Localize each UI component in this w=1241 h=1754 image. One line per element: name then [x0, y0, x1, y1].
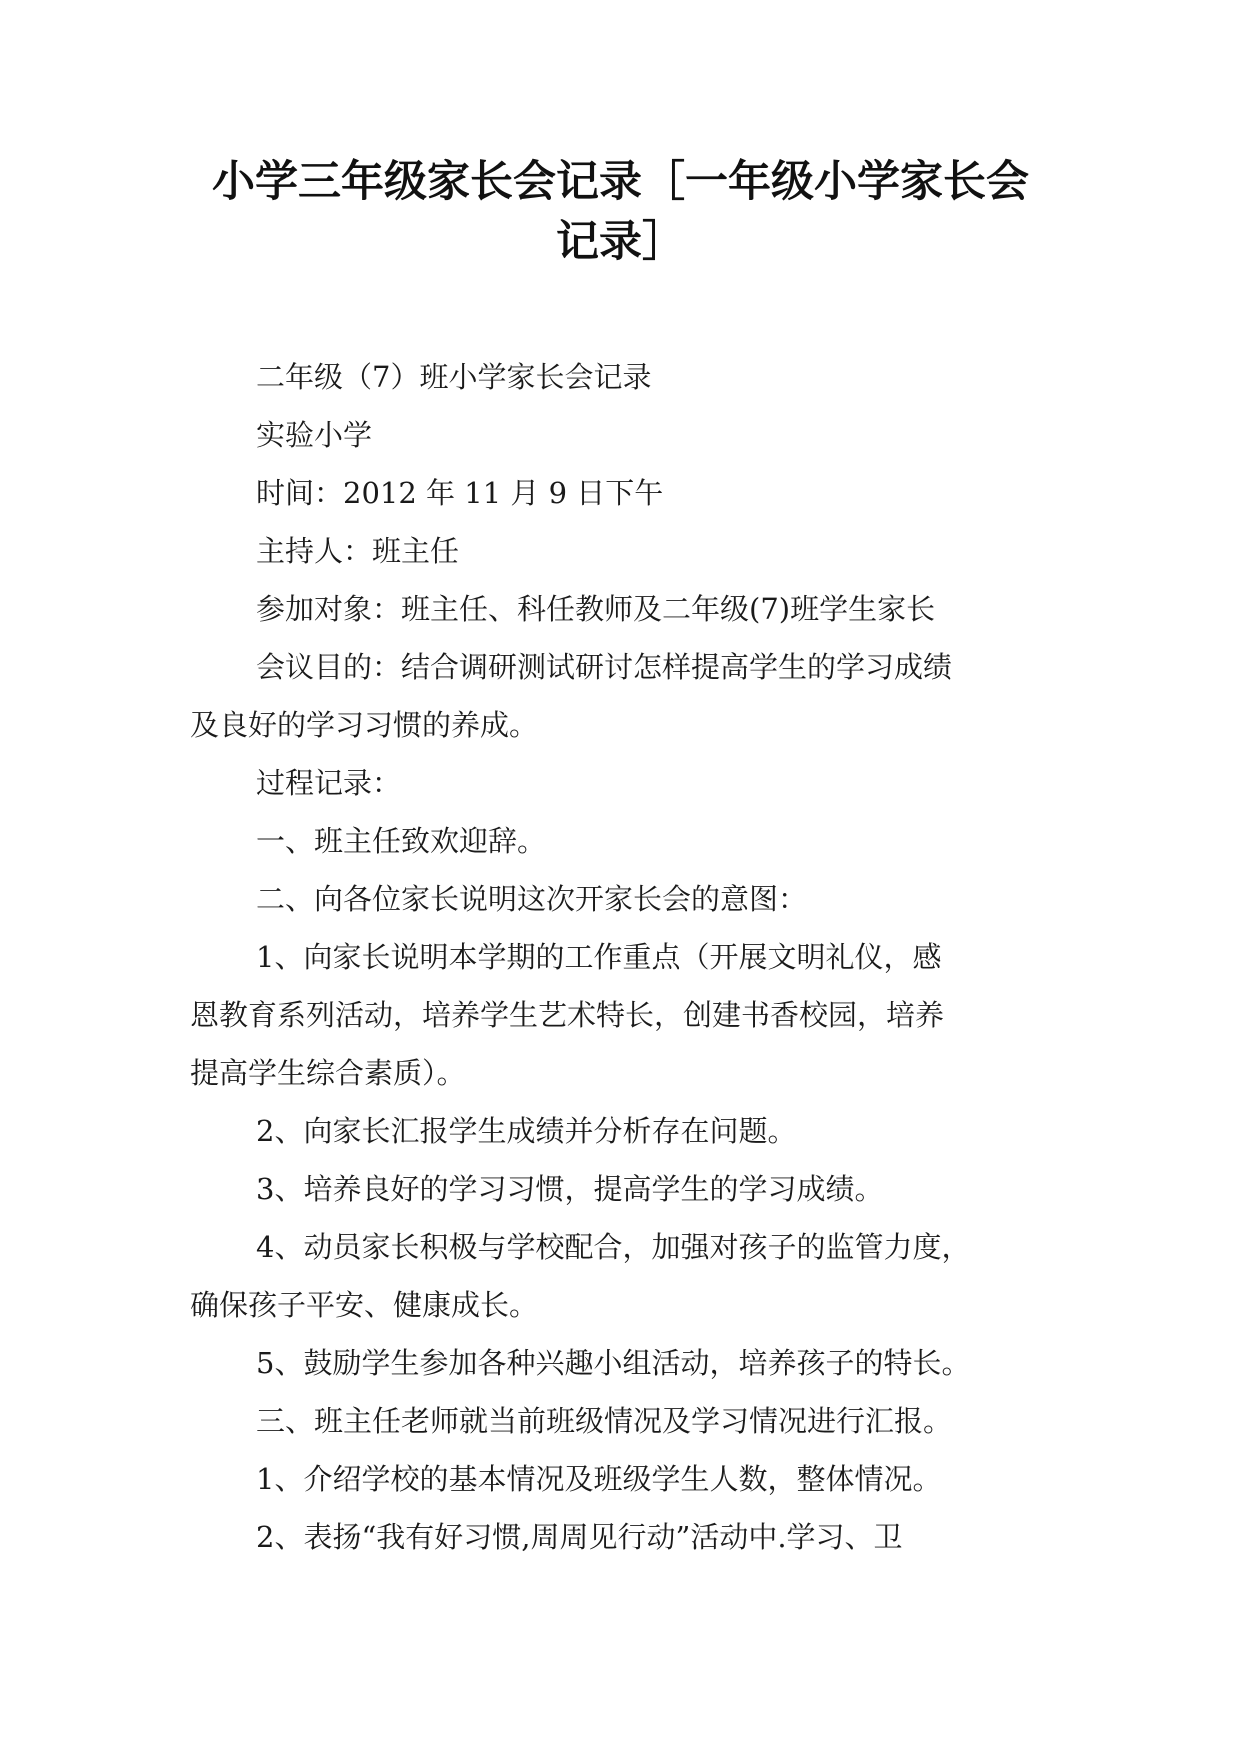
- host-line: 主持人：班主任: [256, 534, 460, 568]
- participants-line: 参加对象：班主任、科任教师及二年级(7)班学生家长: [256, 592, 936, 626]
- item-2-5: 5、鼓励学生参加各种兴趣小组活动，培养孩子的特长。: [256, 1346, 971, 1380]
- item-2-3: 3、培养良好的学习习惯，提高学生的学习成绩。: [256, 1172, 884, 1206]
- document-title-line1: 小学三年级家长会记录［一年级小学家长会: [212, 157, 1029, 207]
- school-name: 实验小学: [256, 418, 373, 452]
- section-3: 三、班主任老师就当前班级情况及学习情况进行汇报。: [256, 1404, 953, 1438]
- process-heading: 过程记录：: [256, 766, 402, 800]
- section-2: 二、向各位家长说明这次开家长会的意图：: [256, 882, 808, 916]
- item-3-1: 1、介绍学校的基本情况及班级学生人数，整体情况。: [256, 1462, 942, 1496]
- item-2-1-cont: 恩教育系列活动，培养学生艺术特长，创建书香校园，培养: [190, 998, 945, 1032]
- purpose-line: 会议目的：结合调研测试研讨怎样提高学生的学习成绩: [256, 650, 953, 684]
- section-1: 一、班主任致欢迎辞。: [256, 824, 547, 858]
- class-heading: 二年级（7）班小学家长会记录: [256, 360, 652, 394]
- item-2-2: 2、向家长汇报学生成绩并分析存在问题。: [256, 1114, 797, 1148]
- purpose-line-cont: 及良好的学习习惯的养成。: [190, 708, 539, 742]
- meeting-time: 时间：2012 年 11 月 9 日下午: [256, 476, 664, 510]
- item-2-4-cont: 确保孩子平安、健康成长。: [190, 1288, 539, 1322]
- item-2-4: 4、动员家长积极与学校配合，加强对孩子的监管力度，: [256, 1230, 971, 1264]
- item-3-2: 2、表扬“我有好习惯,周周见行动”活动中.学习、卫: [256, 1520, 903, 1554]
- item-2-1: 1、向家长说明本学期的工作重点（开展文明礼仪，感: [256, 940, 942, 974]
- document-title-line2: 记录］: [556, 217, 685, 267]
- item-2-1-cont2: 提高学生综合素质）。: [190, 1056, 466, 1090]
